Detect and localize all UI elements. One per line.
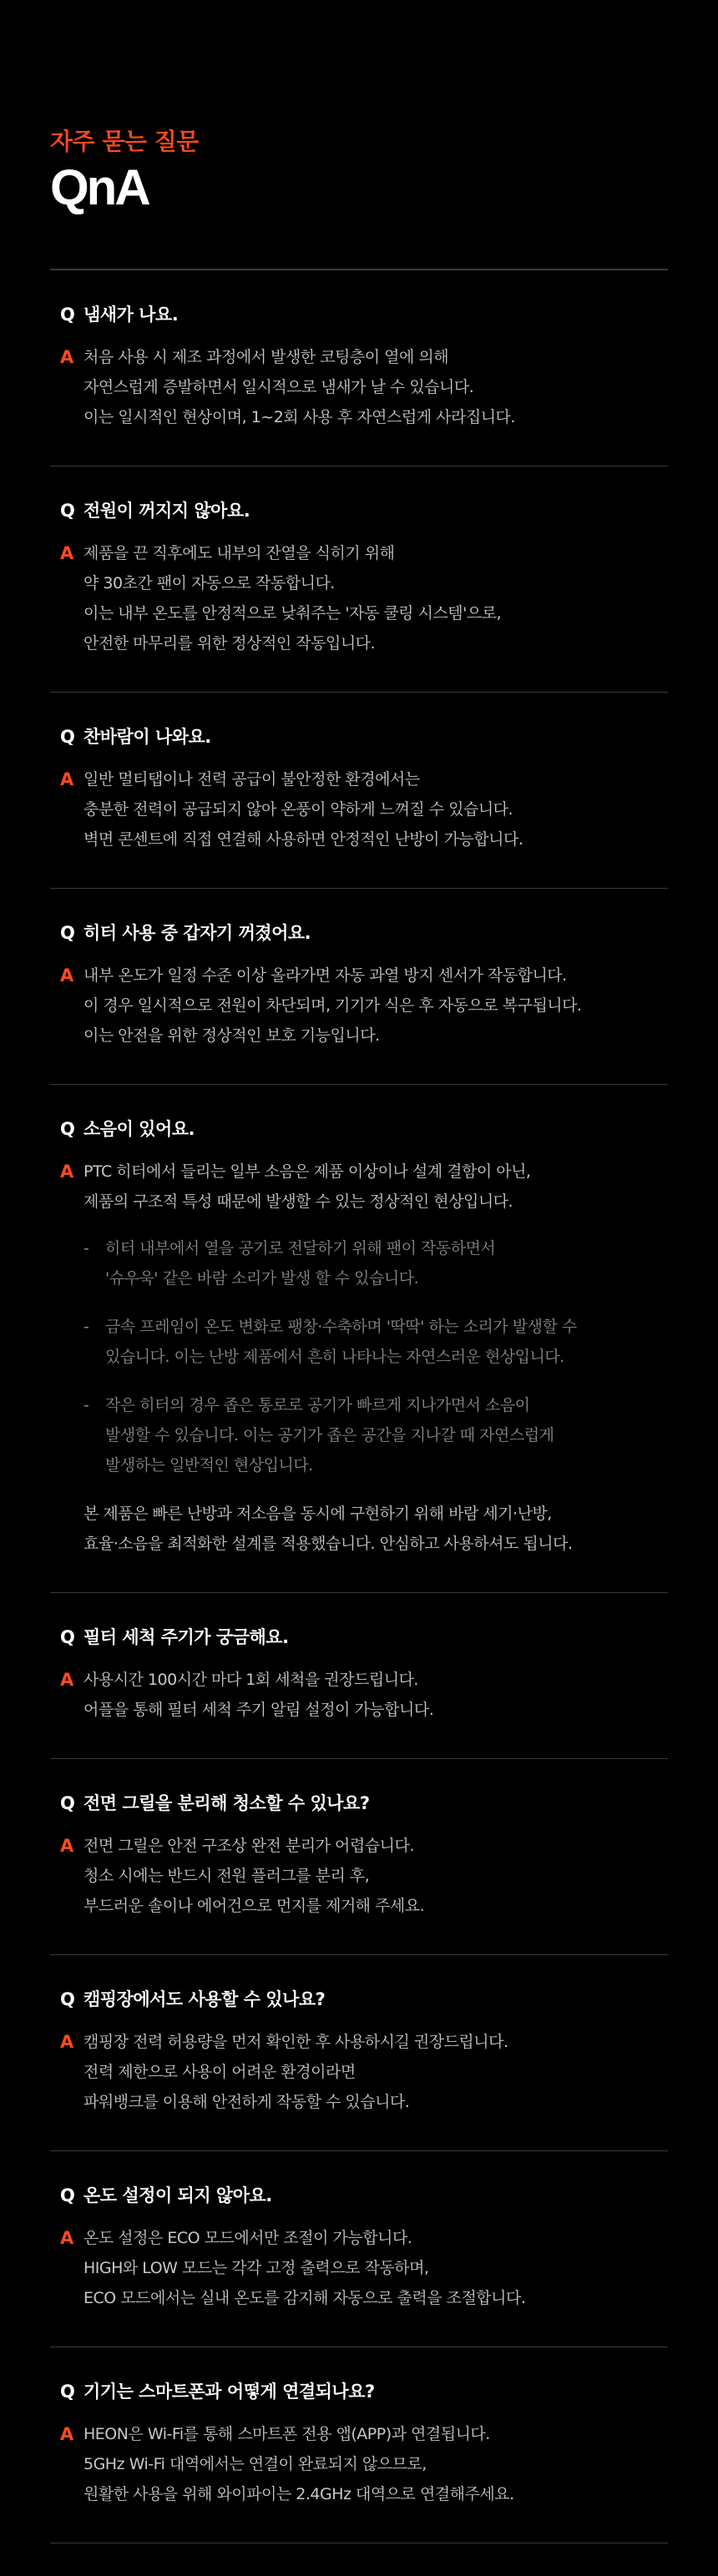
answer-line: 약 30초간 팬이 자동으로 작동합니다. [83, 574, 335, 592]
bullet-line: 금속 프레임이 온도 변화로 팽창·수축하며 '딱딱' 하는 소리가 발생할 수 [105, 1318, 577, 1336]
question-row[interactable] [60, 498, 668, 523]
answer-marker: A [60, 347, 74, 367]
answer-line: HIGH와 LOW 모드는 각각 고정 출력으로 작동하며, [83, 2259, 429, 2277]
question-marker: Q [60, 1989, 75, 2009]
question-row[interactable] [60, 302, 668, 327]
answer-marker: A [60, 543, 74, 563]
bullet-text [105, 1390, 554, 1480]
answer-row [60, 2223, 668, 2313]
answer-line: 이는 내부 온도를 안정적으로 낮춰주는 '자동 쿨링 시스템'으로, [83, 604, 502, 623]
answer-body [83, 764, 668, 854]
question-marker: Q [60, 2382, 75, 2402]
question-text: 소음이 있어요. [83, 1119, 195, 1139]
answer-line: 본 제품은 빠른 난방과 저소음을 동시에 구현하기 위해 바람 세기·난방, [83, 1505, 552, 1523]
bullet-text [105, 1312, 577, 1372]
answer-line: 어플을 통해 필터 세척 주기 알림 설정이 가능합니다. [83, 1701, 434, 1719]
answer-line: 5GHz Wi-Fi 대역에서는 연결이 완료되지 않으므로, [83, 2455, 427, 2473]
answer-body [83, 538, 668, 658]
question-marker: Q [60, 2185, 75, 2205]
question-text: 온도 설정이 되지 않아요. [83, 2185, 272, 2205]
answer-line: 온도 설정은 ECO 모드에서만 조절이 가능합니다. [83, 2229, 412, 2247]
page-title: QnA [50, 159, 149, 215]
question-text: 전원이 꺼지지 않아요. [83, 501, 250, 521]
answer-row [60, 538, 668, 658]
section-subtitle: 자주 묻는 질문 [50, 128, 199, 155]
answer-body [83, 2027, 668, 2117]
answer-row [60, 960, 668, 1051]
faq-item [50, 466, 668, 693]
question-marker: Q [60, 923, 75, 943]
answer-body [83, 342, 668, 432]
answer-marker: A [60, 1670, 74, 1690]
question-row[interactable] [60, 724, 668, 749]
answer-marker: A [60, 2032, 74, 2052]
answer-row [60, 2419, 668, 2509]
answer-line: 효율·소음을 최적화한 설계를 적용했습니다. 안심하고 사용하셔도 됩니다. [83, 1535, 573, 1553]
bullet-line: 있습니다. 이는 난방 제품에서 흔히 나타나는 자연스러운 현상입니다. [105, 1348, 564, 1366]
answer-marker: A [60, 1162, 74, 1182]
bullet-text [105, 1233, 495, 1293]
answer-line: 파워뱅크를 이용해 안전하게 작동할 수 있습니다. [83, 2093, 410, 2111]
question-text: 히터 사용 중 갑자기 꺼졌어요. [83, 923, 311, 943]
answer-line: 이는 안전을 위한 정상적인 보호 기능입니다. [83, 1026, 380, 1045]
bullet-line: 히터 내부에서 열을 공기로 전달하기 위해 팬이 작동하면서 [105, 1239, 496, 1258]
answer-line: 부드러운 솔이나 에어건으로 먼지를 제거해 주세요. [83, 1897, 425, 1915]
faq-item [50, 270, 668, 466]
bullet-marker: - [83, 1318, 89, 1336]
question-row[interactable] [60, 2379, 668, 2404]
question-marker: Q [60, 1119, 75, 1139]
answer-row [60, 342, 668, 432]
answer-row [60, 2027, 668, 2117]
question-text: 냄새가 나요. [83, 305, 179, 325]
answer-line: 일반 멀티탭이나 전력 공급이 불안정한 환경에서는 [83, 770, 420, 789]
bullet-line: 발생할 수 있습니다. 이는 공기가 좁은 공간을 지나갈 때 자연스럽게 [105, 1426, 554, 1444]
faq-item [50, 693, 668, 889]
answer-row [60, 764, 668, 854]
question-row[interactable] [60, 920, 668, 945]
question-marker: Q [60, 727, 75, 747]
answer-marker: A [60, 1836, 74, 1856]
faq-item [50, 889, 668, 1085]
faq-item [50, 1593, 668, 1759]
question-row[interactable] [60, 1117, 668, 1142]
answer-body [83, 960, 668, 1051]
answer-marker: A [60, 2228, 74, 2248]
answer-line: 캠핑장 전력 허용량을 먼저 확인한 후 사용하시길 권장드립니다. [83, 2033, 508, 2051]
answer-line: 전면 그릴은 안전 구조상 완전 분리가 어렵습니다. [83, 1837, 414, 1855]
answer-line: 이 경우 일시적으로 전원이 차단되며, 기기가 식은 후 자동으로 복구됩니다. [83, 996, 582, 1015]
bullet-marker: - [83, 1239, 89, 1258]
question-text: 찬바람이 나와요. [83, 727, 211, 747]
answer-line: 내부 온도가 일정 수준 이상 올라가면 자동 과열 방지 센서가 작동합니다. [83, 966, 567, 985]
answer-body [83, 1157, 668, 1559]
answer-line: 충분한 전력이 공급되지 않아 온풍이 약하게 느껴질 수 있습니다. [83, 800, 513, 819]
answer-marker: A [60, 769, 74, 789]
question-marker: Q [60, 305, 75, 325]
answer-body [83, 2223, 668, 2313]
answer-line: 청소 시에는 반드시 전원 플러그를 분리 후, [83, 1867, 370, 1885]
answer-row [60, 1831, 668, 1921]
answer-line: 제품을 끈 직후에도 내부의 잔열을 식히기 위해 [83, 544, 395, 562]
question-text: 전면 그릴을 분리해 청소할 수 있나요? [83, 1793, 370, 1813]
answer-line: 제품의 구조적 특성 때문에 발생할 수 있는 정상적인 현상입니다. [83, 1192, 513, 1211]
faq-item [50, 1759, 668, 1955]
answer-row [60, 1157, 668, 1559]
answer-body [83, 2419, 668, 2509]
bullet-line: 작은 히터의 경우 좁은 통로로 공기가 빠르게 지나가면서 소음이 [105, 1396, 530, 1414]
question-row[interactable] [60, 1625, 668, 1650]
bullet-marker: - [83, 1396, 89, 1414]
answer-line: 원활한 사용을 위해 와이파이는 2.4GHz 대역으로 연결해주세요. [83, 2485, 514, 2503]
answer-line: 자연스럽게 증발하면서 일시적으로 냄새가 날 수 있습니다. [83, 378, 474, 396]
question-row[interactable] [60, 2183, 668, 2208]
answer-body [83, 1831, 668, 1921]
answer-closing [83, 1499, 668, 1559]
faq-item [50, 2151, 668, 2347]
answer-row [60, 1665, 668, 1725]
faq-item [50, 1955, 668, 2151]
question-row[interactable] [60, 1791, 668, 1816]
question-marker: Q [60, 501, 75, 521]
answer-bullet-item [83, 1390, 668, 1480]
answer-bullet-list [83, 1233, 668, 1480]
answer-line: HEON은 Wi-Fi를 통해 스마트폰 전용 앱(APP)과 연결됩니다. [83, 2425, 490, 2443]
answer-marker: A [60, 2424, 74, 2444]
question-text: 필터 세척 주기가 궁금해요. [83, 1627, 289, 1647]
answer-line: 안전한 마무리를 위한 정상적인 작동입니다. [83, 634, 376, 653]
answer-line: 이는 일시적인 현상이며, 1~2회 사용 후 자연스럽게 사라집니다. [83, 408, 515, 426]
answer-bullet-item [83, 1312, 668, 1372]
answer-line: PTC 히터에서 들리는 일부 소음은 제품 이상이나 설계 결함이 아닌, [83, 1162, 531, 1181]
faq-item [50, 2347, 668, 2543]
answer-line: 사용시간 100시간 마다 1회 세척을 권장드립니다. [83, 1671, 418, 1689]
answer-line: 벽면 콘센트에 직접 연결해 사용하면 안정적인 난방이 가능합니다. [83, 830, 523, 849]
bullet-line: 발생하는 일반적인 현상입니다. [105, 1456, 313, 1475]
question-marker: Q [60, 1793, 75, 1813]
question-text: 캠핑장에서도 사용할 수 있나요? [83, 1989, 326, 2009]
answer-line: ECO 모드에서는 실내 온도를 감지해 자동으로 출력을 조절합니다. [83, 2289, 526, 2307]
bullet-line: '슈우욱' 같은 바람 소리가 발생 할 수 있습니다. [105, 1269, 419, 1288]
question-text: 기기는 스마트폰과 어떻게 연결되나요? [83, 2382, 375, 2402]
question-row[interactable] [60, 1987, 668, 2012]
answer-line: 전력 제한으로 사용이 어려운 환경이라면 [83, 2063, 356, 2081]
answer-bullet-item [83, 1233, 668, 1293]
faq-item [50, 1085, 668, 1593]
answer-marker: A [60, 965, 74, 986]
question-marker: Q [60, 1627, 75, 1647]
faq-list [50, 270, 668, 2543]
answer-line: 처음 사용 시 제조 과정에서 발생한 코팅층이 열에 의해 [83, 348, 449, 366]
answer-body [83, 1665, 668, 1725]
